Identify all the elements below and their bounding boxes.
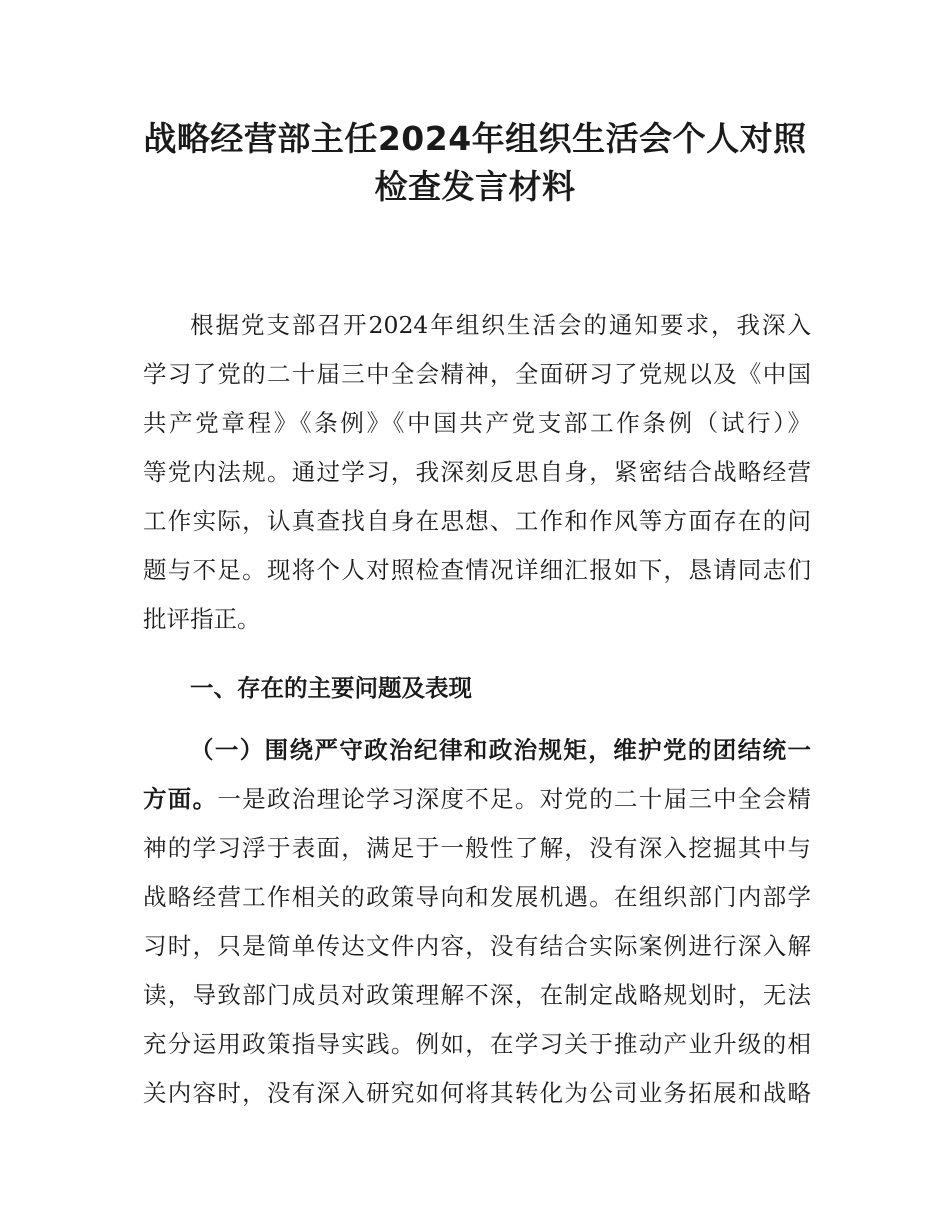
subsection-1-text: 一是政治理论学习深度不足。对党的二十届三中全会精 [217,785,812,813]
intro-line-5: 工作实际，认真查找自身在思想、工作和作风等方面存在的问 [143,507,811,535]
subsection-1-line-4: 习时，只是简单传达文件内容，没有结合实际案例进行深入解 [143,932,811,960]
subsection-1-line-2: 神的学习浮于表面，满足于一般性了解，没有深入挖掘其中与 [143,834,811,862]
subsection-1-line-7: 关内容时，没有深入研究如何将其转化为公司业务拓展和战略 [143,1079,811,1107]
subsection-1-line-1 [143,775,811,824]
intro-line-1: 根据党支部召开2024年组织生活会的通知要求，我深入 [190,311,811,339]
subsection-1-heading-end: 方面。 [143,785,218,813]
intro-line-3: 共产党章程》《条例》《中国共产党支部工作条例（试行）》 [143,409,811,437]
document-title-line-1: 战略经营部主任2024年组织生活会个人对照 [143,119,807,158]
intro-line-4: 等党内法规。通过学习，我深刻反思自身，紧密结合战略经营 [143,458,811,486]
section-1-heading: 一、存在的主要问题及表现 [190,674,472,702]
subsection-1-line-6: 充分运用政策指导实践。例如，在学习关于推动产业升级的相 [143,1030,811,1058]
intro-line-7: 批评指正。 [143,605,261,633]
intro-line-6: 题与不足。现将个人对照检查情况详细汇报如下，恳请同志们 [143,556,811,584]
intro-line-2: 学习了党的二十届三中全会精神，全面研习了党规以及《中国 [143,360,811,388]
document-title-line-2: 检查发言材料 [374,167,576,206]
subsection-1-line-3: 战略经营工作相关的政策导向和发展机遇。在组织部门内部学 [143,883,811,911]
subsection-1-line-5: 读，导致部门成员对政策理解不深，在制定战略规划时，无法 [143,981,811,1009]
subsection-1-heading: （一）围绕严守政治纪律和政治规矩，维护党的团结统一 [190,736,811,764]
